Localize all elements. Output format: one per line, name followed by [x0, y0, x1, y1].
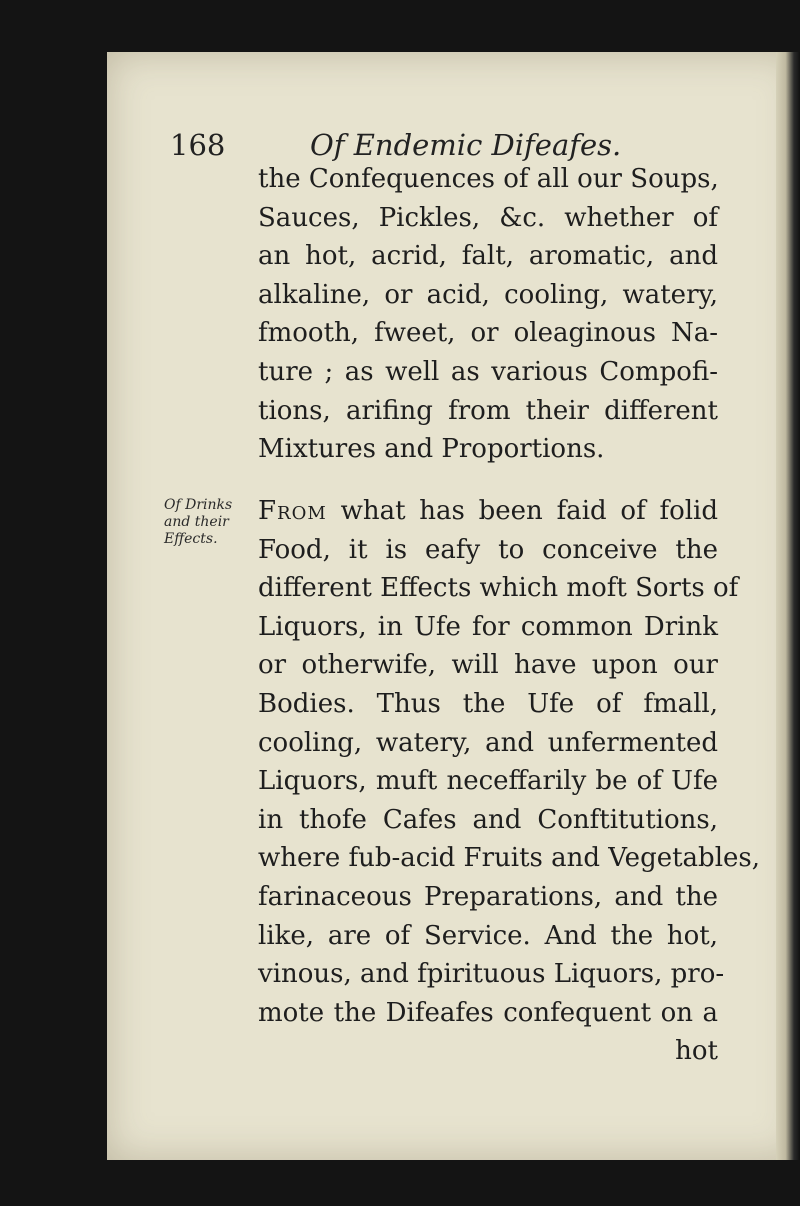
text-line: Bodies. Thus the Ufe of fmall, [258, 688, 718, 719]
text-line: Food, it is eafy to conceive the [258, 534, 718, 565]
margin-note-line: Effects. [164, 531, 218, 547]
text-line: the Confequences of all our Soups, [258, 164, 719, 194]
first-line-rest: what has been faid of folid [340, 496, 719, 526]
text-line: in thofe Cafes and Conftitutions, [258, 804, 718, 835]
text-line: Sauces, Pickles, &c. whether of [258, 202, 718, 233]
text-line: vinous, and fpirituous Liquors, pro- [258, 959, 725, 990]
text-line: alkaline, or acid, cooling, watery, [258, 279, 718, 310]
text-line: like, are of Service. And the hot, [258, 920, 718, 951]
paragraph-2 [258, 492, 760, 1071]
margin-note-line: and their [164, 514, 229, 530]
page-edge [776, 52, 800, 1160]
text-line: different Effects which moft Sorts of [258, 573, 739, 604]
text-line: Liquors, in Ufe for common Drink [258, 611, 718, 642]
paragraph-1 [258, 160, 718, 469]
page-number: 168 [170, 128, 226, 162]
text-line: Mixtures and Proportions. [258, 434, 605, 465]
text-line: an hot, acrid, falt, aromatic, and [258, 241, 718, 272]
text-line: where fub-acid Fruits and Vegetables, [258, 843, 760, 874]
text-line: fmooth, fweet, or oleaginous Na- [258, 318, 718, 349]
text-line: tions, arifing from their different [258, 395, 718, 426]
drop-word: From [258, 496, 327, 526]
text-line: farinaceous Preparations, and the [258, 881, 718, 912]
margin-note [164, 497, 244, 548]
text-line: mote the Difeafes confequent on a [258, 997, 718, 1028]
text-line: or otherwife, will have upon our [258, 650, 718, 681]
margin-note-line: Of Drinks [164, 497, 233, 513]
text-line: cooling, watery, and unfermented [258, 727, 718, 758]
running-title: Of Endemic Difeafes. [310, 128, 622, 162]
text-line-first [258, 492, 718, 531]
catchword: hot [675, 1036, 718, 1067]
text-line: ture ; as well as various Compofi- [258, 356, 718, 387]
text-line: Liquors, muft neceffarily be of Ufe [258, 766, 718, 797]
